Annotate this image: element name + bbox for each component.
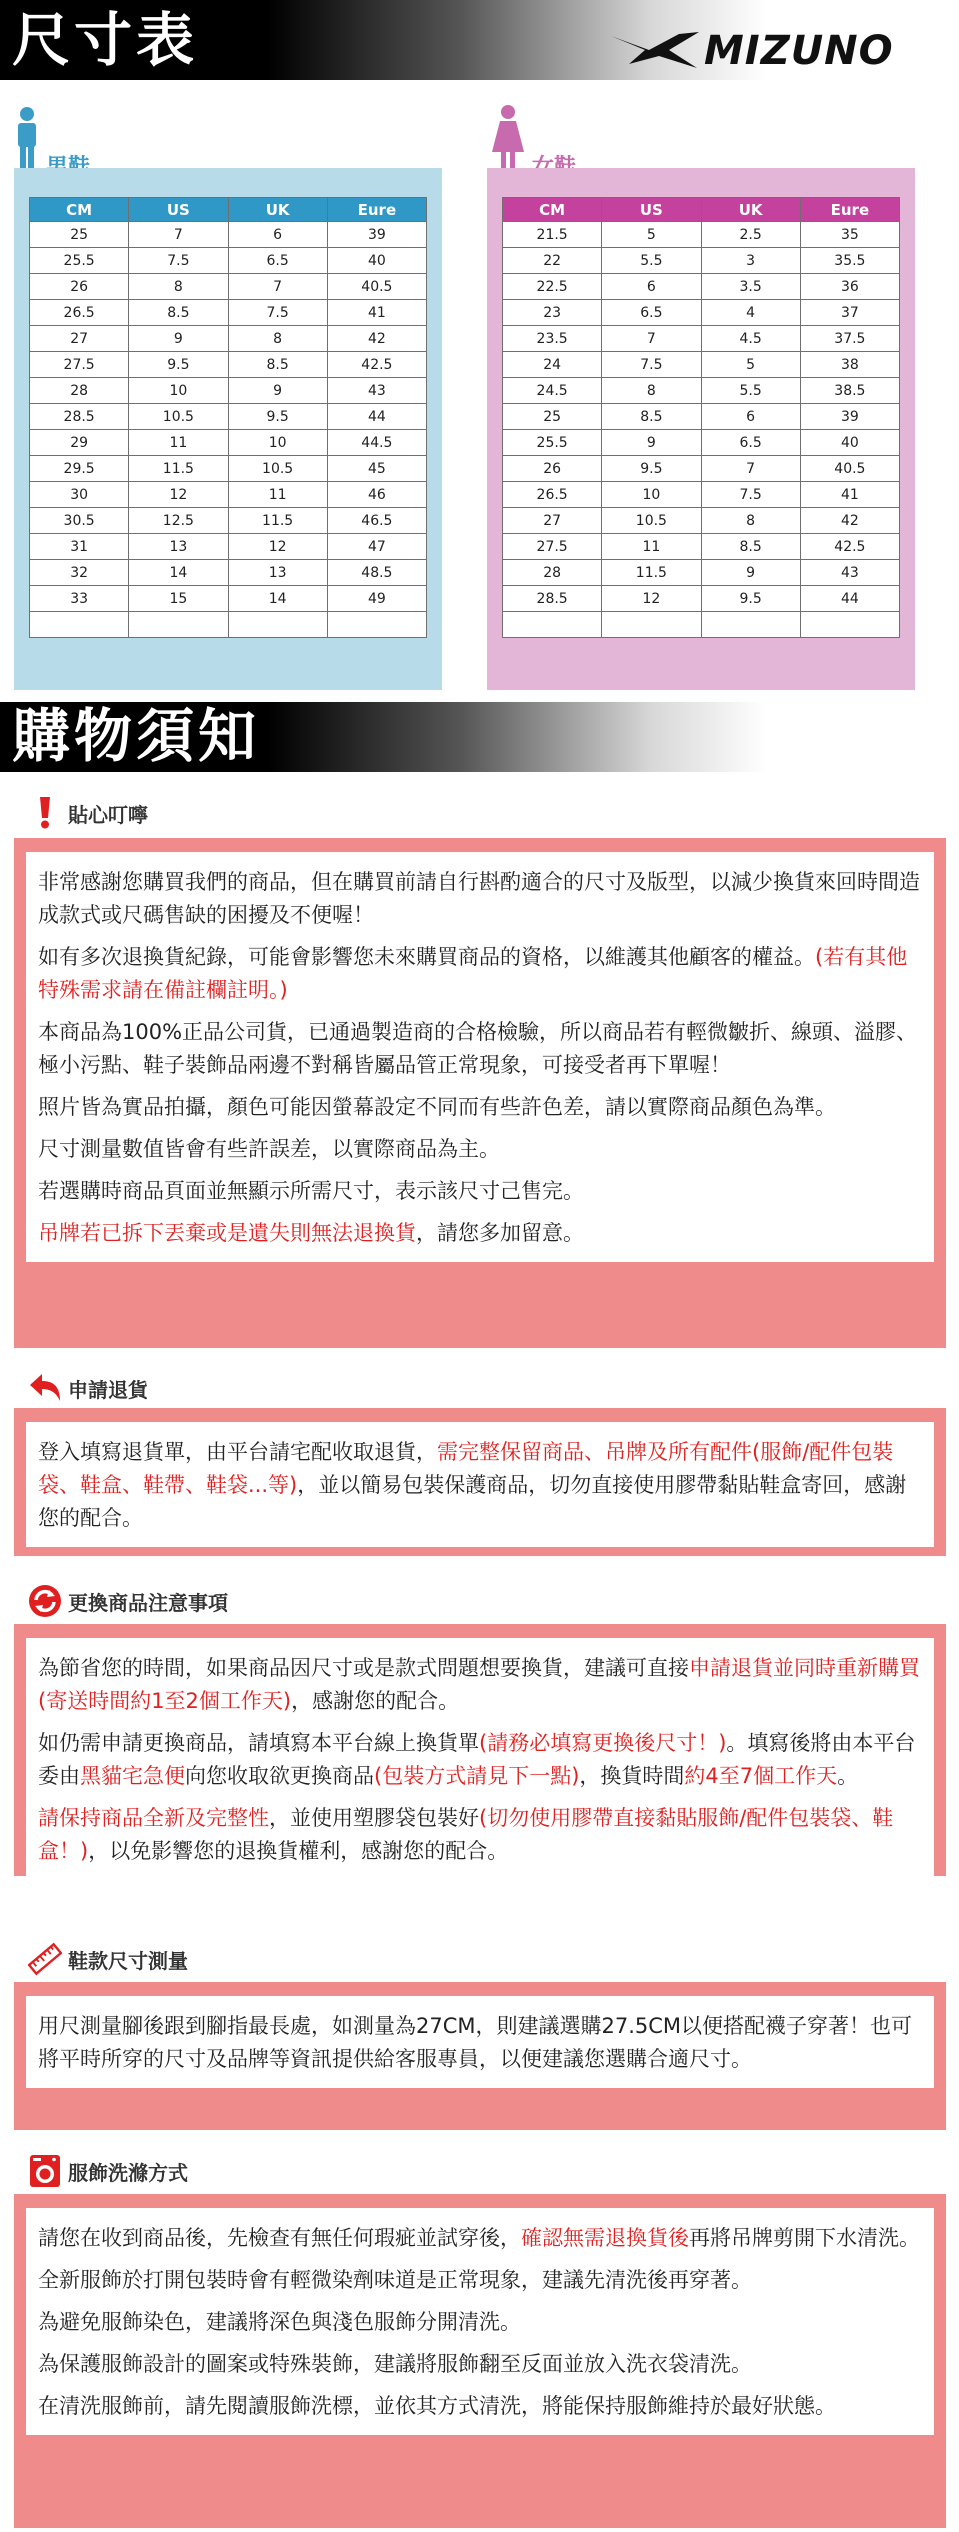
table-row [30,378,427,404]
table-row [503,612,900,638]
table-cell: 48.5 [327,560,426,586]
table-row [503,274,900,300]
body-text: 尺寸測量數值皆會有些許誤差，以實際商品為主。 [38,1137,500,1161]
table-cell: 30.5 [30,508,129,534]
table-cell: 10 [129,378,228,404]
table-cell: 21.5 [503,222,602,248]
table-cell: 7.5 [129,248,228,274]
table-cell: 27 [30,326,129,352]
section-title: 申請退貨 [68,1377,148,1402]
table-row [503,560,900,586]
table-cell: 23.5 [503,326,602,352]
table-cell: 46 [327,482,426,508]
table-cell: 6.5 [228,248,327,274]
table-cell: 3 [701,248,800,274]
highlight-text: 需完整保留商品、吊牌及所有配件(服飾/配件包裝袋、鞋盒、鞋帶、鞋袋...等) [38,1440,894,1497]
notice-paragraph [38,1217,922,1250]
body-text: 為避免服飾染色，建議將深色與淺色服飾分開清洗。 [38,2310,521,2334]
highlight-text: 申請退貨並同時重新購買(寄送時間約1至2個工作天) [38,1656,920,1713]
table-cell: 13 [228,560,327,586]
shopping-notice-title: 購物須知 [12,702,261,770]
table-row [30,248,427,274]
table-cell: 5 [602,222,701,248]
table-cell: 25.5 [503,430,602,456]
table-row [503,326,900,352]
table-cell: 9 [228,378,327,404]
table-row [503,482,900,508]
section-title: 鞋款尺寸測量 [68,1948,188,1973]
table-cell: 43 [800,560,899,586]
table-cell: 9.5 [228,404,327,430]
table-cell [602,612,701,638]
table-cell: 26 [30,274,129,300]
table-row [30,586,427,612]
notice-paragraph [38,1016,922,1082]
notice-paragraph [38,1802,922,1868]
table-cell: 4 [701,300,800,326]
notice-paragraph [38,2306,922,2339]
table-cell: 7 [701,456,800,482]
table-cell: 8.5 [701,534,800,560]
body-text: ，感謝您的配合。 [291,1689,460,1713]
exclamation-icon [28,796,62,830]
notice-paragraph [38,2010,922,2076]
section-box-measure [14,1982,946,2130]
table-row [503,378,900,404]
body-text: 向您收取欲更換商品 [185,1764,374,1788]
table-cell: 25 [30,222,129,248]
male-figure-icon [14,106,40,172]
table-row [503,508,900,534]
table-cell: 9.5 [701,586,800,612]
table-cell: 27.5 [503,534,602,560]
highlight-text: (包裝方式請見下一點) [374,1764,580,1788]
table-cell: 10 [602,482,701,508]
table-row [503,430,900,456]
table-cell: 6 [602,274,701,300]
table-cell [228,612,327,638]
table-cell: 22.5 [503,274,602,300]
section-content [26,1422,934,1547]
size-chart-title: 尺寸表 [12,6,199,74]
table-cell: 42.5 [327,352,426,378]
table-row [503,300,900,326]
washing-machine-icon [28,2154,62,2188]
table-row [30,560,427,586]
notice-paragraph [38,2264,922,2297]
table-cell: 9 [701,560,800,586]
table-cell: 11.5 [228,508,327,534]
table-cell [701,612,800,638]
section-heading-tips [28,796,148,830]
notice-paragraph [38,2222,922,2255]
female-figure-icon [490,104,526,172]
table-cell: 40.5 [327,274,426,300]
runbird-logo-icon [609,30,701,70]
table-cell: 8 [701,508,800,534]
table-row [30,352,427,378]
table-row [503,456,900,482]
notice-paragraph [38,1727,922,1793]
table-row [30,612,427,638]
table-row [30,430,427,456]
table-cell: 33 [30,586,129,612]
table-cell: 12 [602,586,701,612]
table-cell: 30 [30,482,129,508]
highlight-text: 吊牌若已拆下丟棄或是遺失則無法退換貨 [38,1221,416,1245]
table-cell: 45 [327,456,426,482]
body-text: 本商品為100%正品公司貨，已通過製造商的合格檢驗，所以商品若有輕微皺折、線頭、溢膠、極小污點、鞋子裝飾品兩邊不對稱皆屬品管正常現象，可接受者再下單喔！ [38,1020,918,1077]
table-cell: 6.5 [701,430,800,456]
table-cell: 32 [30,560,129,586]
table-row [503,404,900,430]
table-cell: 13 [129,534,228,560]
table-cell [30,612,129,638]
notice-paragraph [38,1133,922,1166]
table-cell: 49 [327,586,426,612]
table-cell: 40 [327,248,426,274]
table-cell: 47 [327,534,426,560]
shopping-notice-header [0,702,959,772]
highlight-text: (切勿使用膠帶直接黏貼服飾/配件包裝袋、鞋盒！) [38,1806,894,1863]
notice-paragraph [38,1175,922,1208]
notice-paragraph [38,2390,922,2423]
section-box-tips [14,838,946,1348]
section-box-washing [14,2194,946,2528]
table-cell: 26 [503,456,602,482]
table-cell: 7.5 [701,482,800,508]
notice-paragraph [38,1652,922,1718]
body-text: 全新服飾於打開包裝時會有輕微染劑味道是正常現象，建議先清洗後再穿著。 [38,2268,752,2292]
table-row [503,222,900,248]
women-size-panel [487,168,915,690]
table-cell [129,612,228,638]
notice-paragraph [38,1436,922,1535]
table-cell: 24 [503,352,602,378]
table-cell: 40 [800,430,899,456]
table-row [30,508,427,534]
table-cell: 11 [602,534,701,560]
return-arrow-icon [28,1371,62,1405]
table-cell: 3.5 [701,274,800,300]
table-cell: 6.5 [602,300,701,326]
table-cell: 35.5 [800,248,899,274]
table-cell: 37.5 [800,326,899,352]
table-cell: 29.5 [30,456,129,482]
men-size-panel [14,168,442,690]
table-cell: 8 [602,378,701,404]
body-text: 再將吊牌剪開下水清洗。 [689,2226,920,2250]
section-title: 服飾洗滌方式 [68,2160,188,2185]
table-cell: 28.5 [503,586,602,612]
body-text: ，換貨時間 [579,1764,685,1788]
body-text: 非常感謝您購買我們的商品，但在購買前請自行斟酌適合的尺寸及版型，以減少換貨來回時間造成款式或尺碼售缺的困擾及不便喔！ [38,870,920,927]
body-text: ，請您多加留意。 [416,1221,584,1245]
table-cell: 2.5 [701,222,800,248]
body-text: 登入填寫退貨單，由平台請宅配收取退貨， [38,1440,437,1464]
table-cell: 8.5 [602,404,701,430]
column-header: US [129,198,228,222]
table-cell: 8.5 [129,300,228,326]
ruler-icon [28,1942,62,1976]
column-header: UK [228,198,327,222]
table-cell: 25.5 [30,248,129,274]
section-content [26,852,934,1262]
highlight-text: 黑貓宅急便 [80,1764,185,1788]
table-cell: 37 [800,300,899,326]
mizuno-logo [609,28,939,78]
table-row [503,534,900,560]
table-cell: 44.5 [327,430,426,456]
section-title: 更換商品注意事項 [68,1590,228,1615]
table-row [30,482,427,508]
column-header: US [602,198,701,222]
body-text: 。 [837,1764,859,1788]
table-cell: 14 [228,586,327,612]
men-size-table [29,197,427,638]
table-cell: 29 [30,430,129,456]
table-row [30,222,427,248]
highlight-text: (若有其他特殊需求請在備註欄註明。) [38,945,908,1002]
notice-paragraph [38,1091,922,1124]
table-cell: 5 [701,352,800,378]
table-cell: 9.5 [129,352,228,378]
table-cell: 9 [129,326,228,352]
section-box-return [14,1408,946,1556]
table-row [30,456,427,482]
table-cell: 7.5 [602,352,701,378]
body-text: ，以免影響您的退換貨權利，感謝您的配合。 [88,1839,509,1863]
body-text: 若選購時商品頁面並無顯示所需尺寸，表示該尺寸己售完。 [38,1179,584,1203]
table-cell: 4.5 [701,326,800,352]
column-header: Eure [800,198,899,222]
section-title: 貼心叮嚀 [68,802,148,827]
table-cell: 22 [503,248,602,274]
table-row [503,352,900,378]
table-cell: 27 [503,508,602,534]
table-cell: 12 [228,534,327,560]
table-cell: 11 [228,482,327,508]
table-cell [503,612,602,638]
body-text: 用尺測量腳後跟到腳指最長處，如測量為27CM，則建議選購27.5CM以便搭配襪子穿著！也可將平時所穿的尺寸及品牌等資訊提供給客服專員，以便建議您選購合適尺寸。 [38,2014,913,2071]
table-cell: 23 [503,300,602,326]
table-cell: 39 [800,404,899,430]
body-text: 如仍需申請更換商品，請填寫本平台線上換貨單 [38,1731,479,1755]
table-cell: 39 [327,222,426,248]
table-cell: 8.5 [228,352,327,378]
table-cell: 9.5 [602,456,701,482]
column-header: CM [503,198,602,222]
table-cell [800,612,899,638]
table-cell: 10.5 [602,508,701,534]
section-box-exchange [14,1624,946,1876]
column-header: UK [701,198,800,222]
table-cell: 42.5 [800,534,899,560]
table-cell: 26.5 [30,300,129,326]
column-header: CM [30,198,129,222]
table-cell: 6 [228,222,327,248]
table-cell: 15 [129,586,228,612]
table-cell: 7.5 [228,300,327,326]
table-cell: 11.5 [129,456,228,482]
table-cell: 9 [602,430,701,456]
table-row [503,586,900,612]
table-cell [327,612,426,638]
table-cell: 35 [800,222,899,248]
body-text: ，並使用塑膠袋包裝好 [269,1806,479,1830]
table-cell: 40.5 [800,456,899,482]
table-cell: 5.5 [701,378,800,404]
table-cell: 43 [327,378,426,404]
table-cell: 11.5 [602,560,701,586]
table-cell: 46.5 [327,508,426,534]
table-cell: 7 [602,326,701,352]
table-cell: 27.5 [30,352,129,378]
section-content [26,1638,934,1880]
table-row [503,248,900,274]
column-header: Eure [327,198,426,222]
highlight-text: 約4至7個工作天 [684,1764,838,1788]
table-cell: 42 [800,508,899,534]
table-row [30,300,427,326]
table-cell: 24.5 [503,378,602,404]
table-cell: 36 [800,274,899,300]
section-content [26,2208,934,2435]
table-cell: 26.5 [503,482,602,508]
table-cell: 12 [129,482,228,508]
table-row [30,404,427,430]
table-cell: 7 [129,222,228,248]
table-cell: 5.5 [602,248,701,274]
table-cell: 28.5 [30,404,129,430]
table-cell: 25 [503,404,602,430]
table-cell: 7 [228,274,327,300]
body-text: 照片皆為實品拍攝，顏色可能因螢幕設定不同而有些許色差，請以實際商品顏色為準。 [38,1095,836,1119]
body-text: ，並以簡易包裝保護商品，切勿直接使用膠帶黏貼鞋盒寄回，感謝您的配合。 [38,1473,907,1530]
body-text: 如有多次退換貨紀錄，可能會影響您未來購買商品的資格，以維護其他顧客的權益。 [38,945,815,969]
body-text: 請您在收到商品後，先檢查有無任何瑕疵並試穿後， [38,2226,521,2250]
table-cell: 8 [129,274,228,300]
body-text: 。填寫後將由本平台委由 [38,1731,916,1788]
table-cell: 12.5 [129,508,228,534]
table-row [30,326,427,352]
table-cell: 28 [30,378,129,404]
table-cell: 44 [327,404,426,430]
exchange-icon [28,1584,62,1618]
table-cell: 10.5 [228,456,327,482]
table-cell: 38.5 [800,378,899,404]
body-text: 在清洗服飾前，請先閱讀服飾洗標，並依其方式清洗，將能保持服飾維持於最好狀態。 [38,2394,836,2418]
table-cell: 41 [800,482,899,508]
section-heading-measure [28,1942,188,1976]
table-cell: 11 [129,430,228,456]
highlight-text: 確認無需退換貨後 [521,2226,689,2250]
section-heading-exchange [28,1584,228,1618]
highlight-text: (請務必填寫更換後尺寸！) [479,1731,727,1755]
table-cell: 10.5 [129,404,228,430]
women-size-table [502,197,900,638]
table-row [30,534,427,560]
table-cell: 31 [30,534,129,560]
table-cell: 14 [129,560,228,586]
table-cell: 42 [327,326,426,352]
section-content [26,1996,934,2088]
table-cell: 44 [800,586,899,612]
table-cell: 38 [800,352,899,378]
section-heading-washing [28,2154,188,2188]
section-heading-return [28,1371,148,1405]
notice-paragraph [38,2348,922,2381]
table-row [30,274,427,300]
table-cell: 41 [327,300,426,326]
table-cell: 6 [701,404,800,430]
body-text: 為節省您的時間，如果商品因尺寸或是款式問題想要換貨，建議可直接 [38,1656,689,1680]
notice-paragraph [38,941,922,1007]
table-cell: 10 [228,430,327,456]
brand-name: MIZUNO [704,28,894,74]
table-cell: 8 [228,326,327,352]
notice-paragraph [38,866,922,932]
table-cell: 28 [503,560,602,586]
highlight-text: 請保持商品全新及完整性 [38,1806,269,1830]
body-text: 為保護服飾設計的圖案或特殊裝飾，建議將服飾翻至反面並放入洗衣袋清洗。 [38,2352,752,2376]
